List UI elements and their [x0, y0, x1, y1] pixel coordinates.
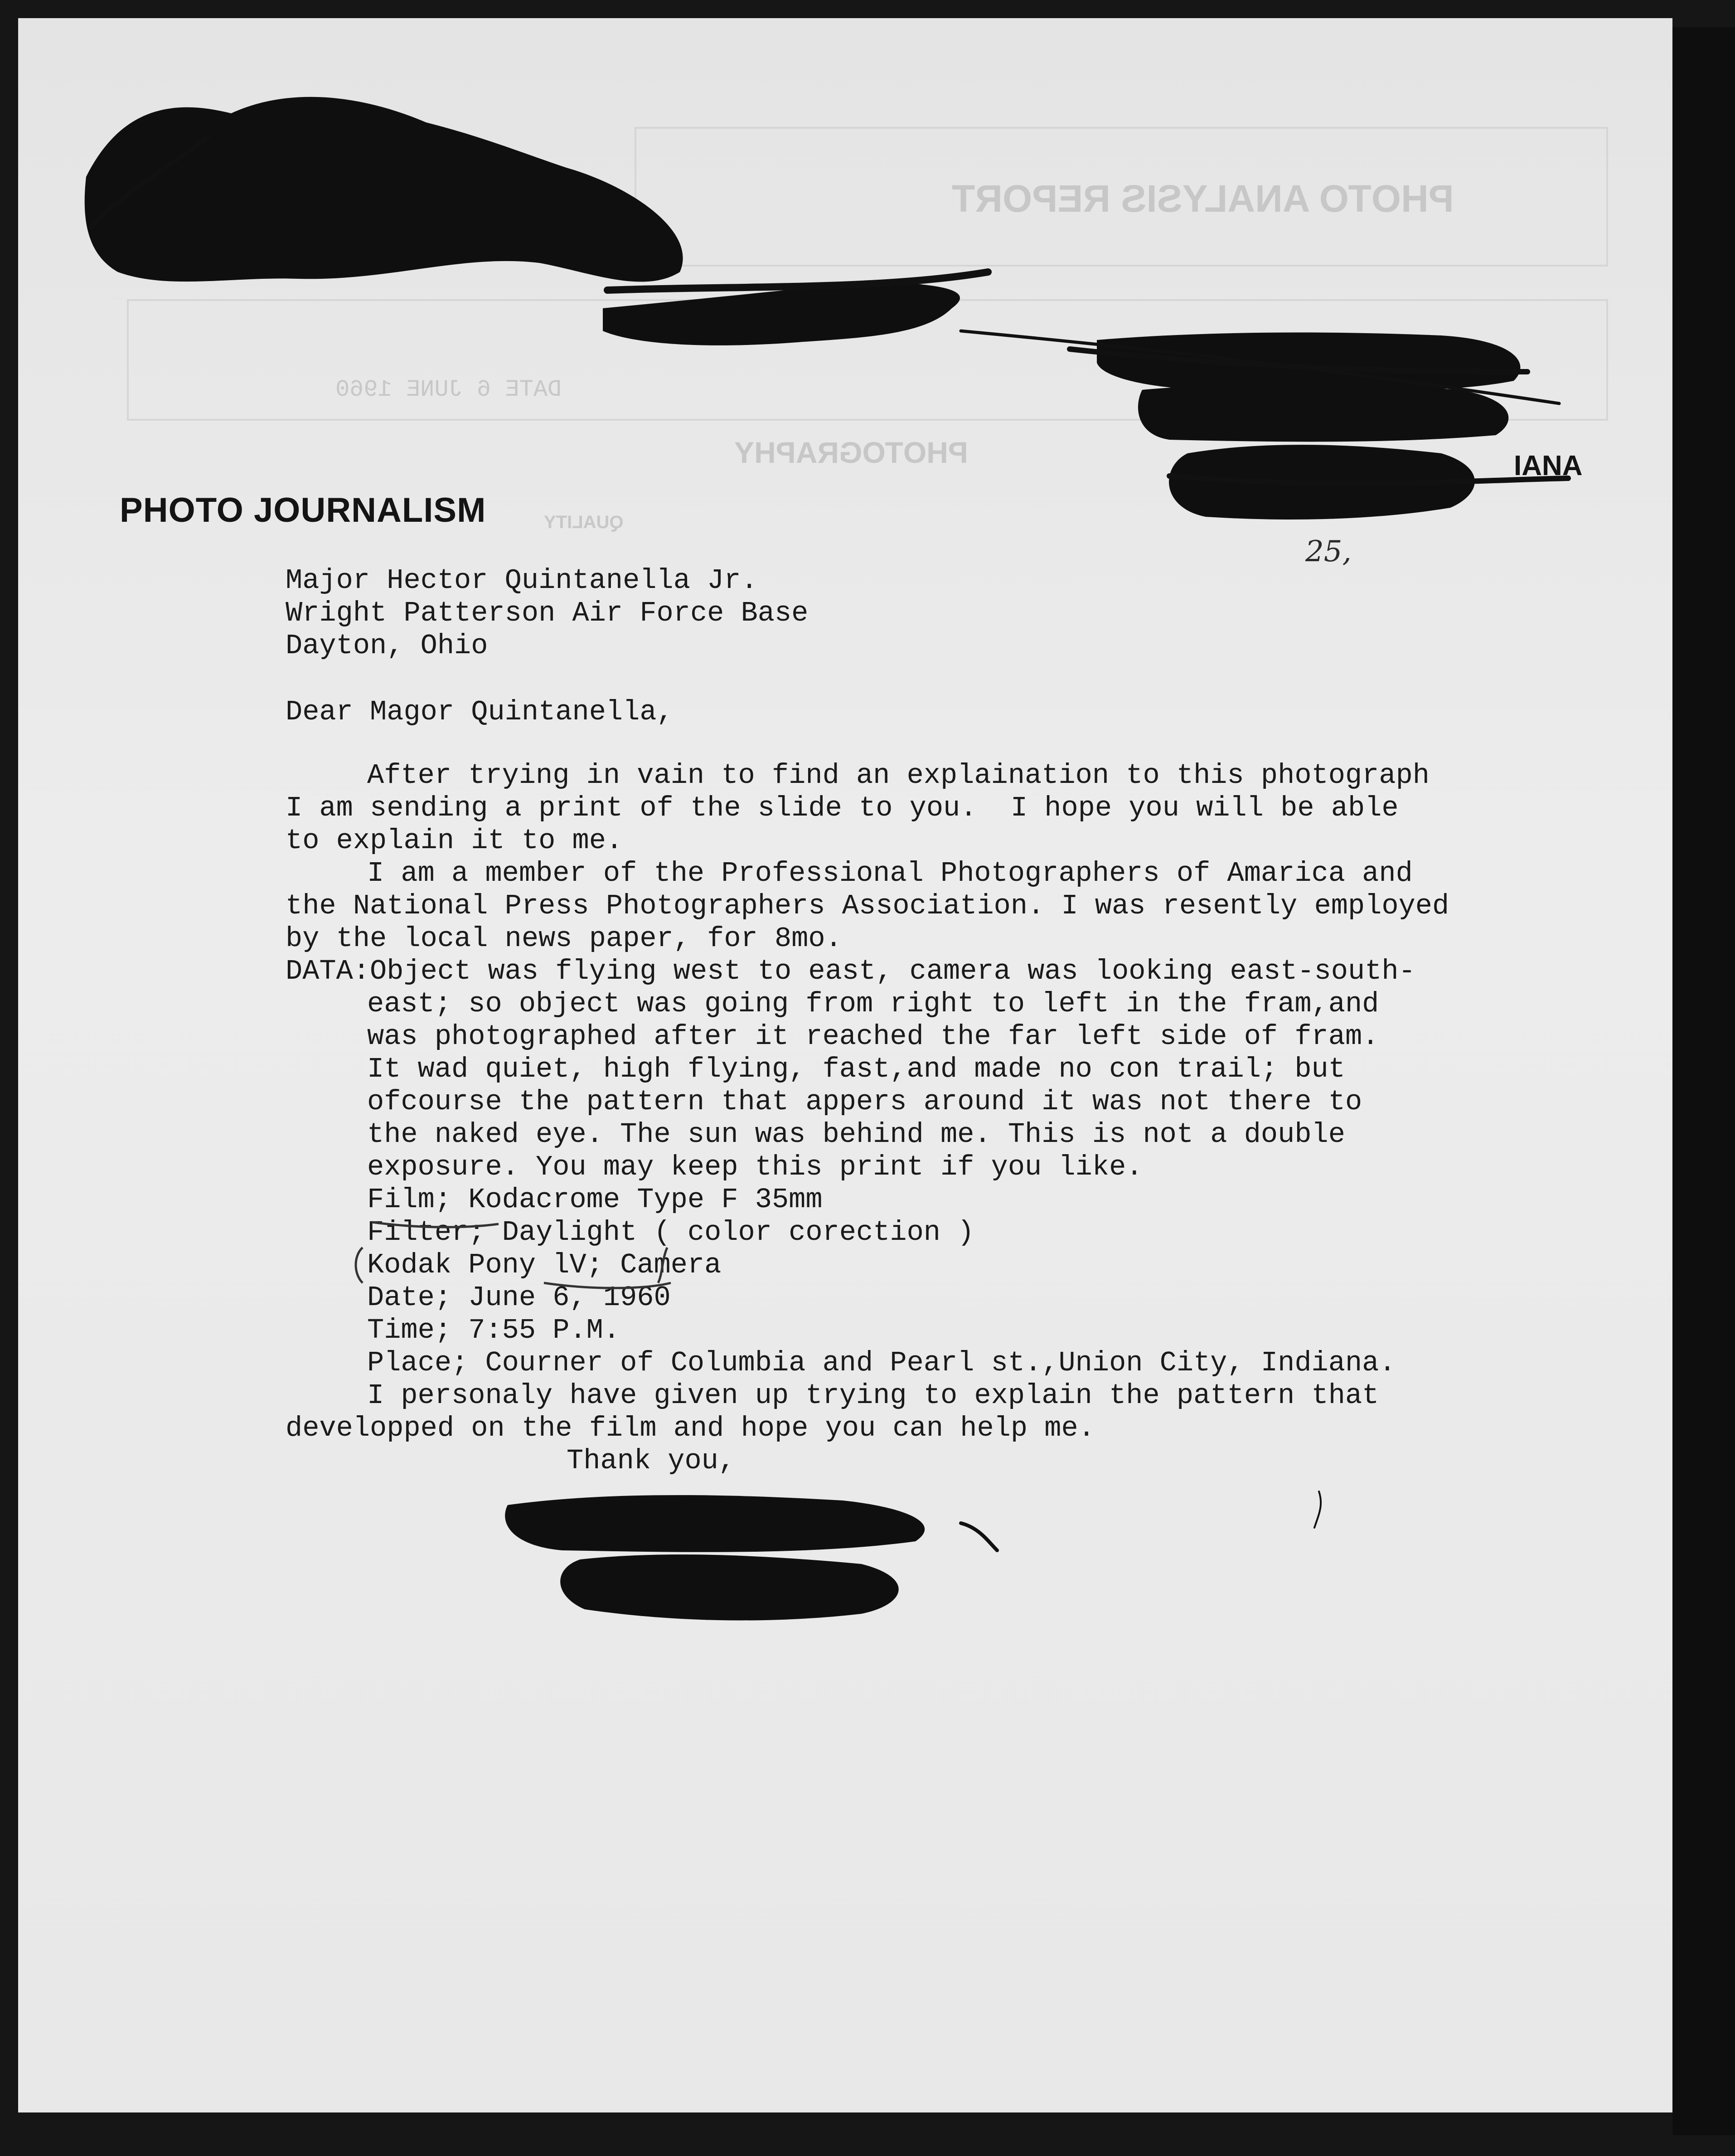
- letterhead-title: PHOTO JOURNALISM: [120, 491, 486, 529]
- body-line: by the local news paper, for 8mo.: [286, 923, 842, 955]
- address-line-2: Wright Patterson Air Force Base: [286, 597, 809, 629]
- data-line: DATA:Object was flying west to east, camera was looking east-south-: [286, 955, 1415, 987]
- body-line: After trying in vain to find an explaination to this photograph: [367, 759, 1430, 792]
- body-line: to explain it to me.: [286, 825, 623, 857]
- detail-camera: Kodak Pony lV; Camera: [367, 1249, 722, 1281]
- body-line: I am a member of the Professional Photographers of Amarica and: [367, 857, 1413, 889]
- closing-line: I personaly have given up trying to explain the pattern that: [367, 1379, 1379, 1412]
- closing-line: developped on the film and hope you can help me.: [286, 1412, 1095, 1444]
- data-line: It wad quiet, high flying, fast,and made no con trail; but: [367, 1053, 1345, 1085]
- body-line: the National Press Photographers Association. I was resently employed: [286, 890, 1449, 922]
- salutation: Dear Magor Quintanella,: [286, 696, 674, 728]
- address-line-3: Dayton, Ohio: [286, 630, 488, 662]
- show-through-date: DATE 6 JUNE 1960: [335, 376, 562, 403]
- letter-paper: [18, 18, 1672, 2112]
- show-through-quality: QUALITY: [544, 512, 624, 532]
- handwritten-date-note: 25,: [1305, 535, 1352, 568]
- scan-border: [1672, 27, 1735, 2135]
- detail-film: Film; Kodacrome Type F 35mm: [367, 1184, 823, 1216]
- detail-place: Place; Courner of Columbia and Pearl st.,Union City, Indiana.: [367, 1347, 1396, 1379]
- body-line: I am sending a print of the slide to you. I hope you will be able: [286, 792, 1399, 824]
- detail-date: Date; June 6, 1960: [367, 1282, 671, 1314]
- handwritten-bracket-marks: [18, 18, 1672, 2112]
- show-through-section: PHOTOGRAPHY: [734, 436, 968, 469]
- address-line-1: Major Hector Quintanella Jr.: [286, 564, 758, 597]
- data-line: ofcourse the pattern that appers around it was not there to: [367, 1086, 1362, 1118]
- detail-filter: Filter; Daylight ( color corection ): [367, 1216, 974, 1248]
- show-through-report-title: PHOTO ANALYSIS REPORT: [952, 177, 1454, 220]
- detail-time: Time; 7:55 P.M.: [367, 1314, 620, 1346]
- data-line: was photographed after it reached the far left side of fram.: [367, 1020, 1379, 1053]
- signoff: Thank you,: [567, 1445, 736, 1477]
- data-line: exposure. You may keep this print if you like.: [367, 1151, 1143, 1183]
- data-line: east; so object was going from right to left in the fram,and: [367, 988, 1379, 1020]
- letterhead-state-fragment: IANA: [1514, 450, 1583, 481]
- data-line: the naked eye. The sun was behind me. This is not a double: [367, 1118, 1345, 1151]
